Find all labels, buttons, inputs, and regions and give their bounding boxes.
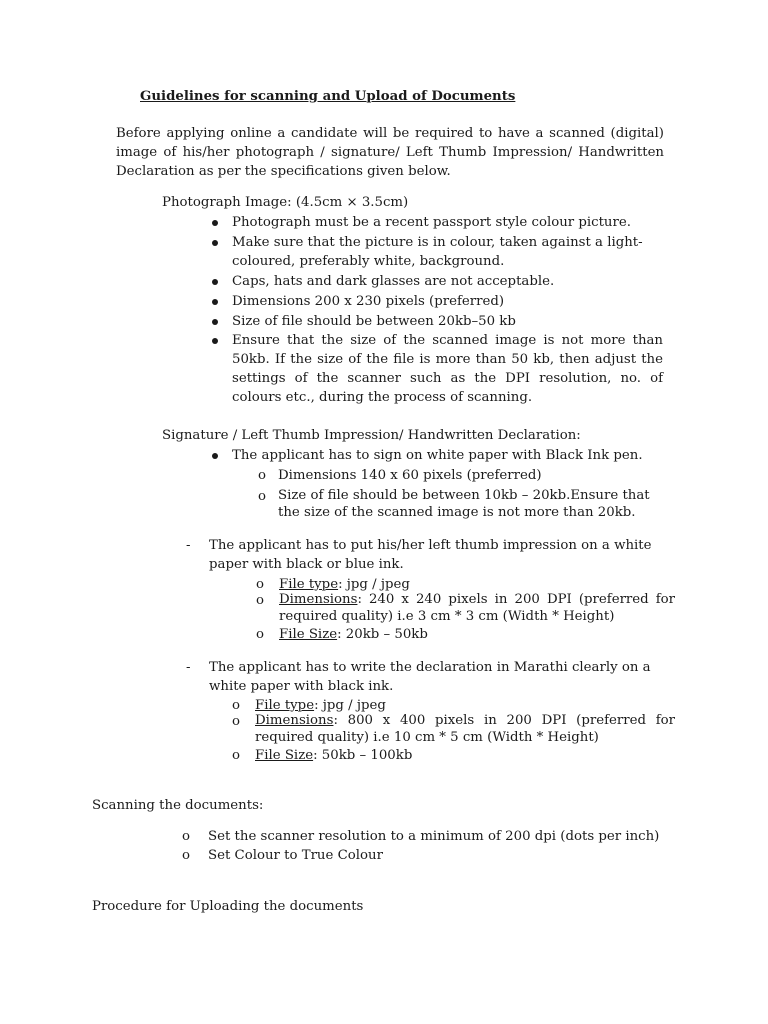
declaration-text: The applicant has to write the declaration in Marathi clearly on a white paper with black ink. <box>209 660 651 694</box>
page-title: Guidelines for scanning and Upload of Documents <box>140 89 516 104</box>
circle-bullet-icon: o <box>256 627 265 642</box>
photo-bullet-3: Caps, hats and dark glasses are not acceptable. <box>232 274 555 289</box>
circle-bullet-icon: o <box>182 829 191 844</box>
bullet-icon <box>212 312 218 331</box>
circle-bullet-icon: o <box>256 577 265 592</box>
declaration-file-size: File Size: 50kb – 100kb <box>255 748 413 763</box>
photo-bullet-6: Ensure that the size of the scanned image is not more than 50kb. If the size of the file is more than 50 kb, then adjust the settings of the scanner such as the DPI resolution, no. of colours etc., during the process of scanning. <box>232 333 663 405</box>
signature-bullet: The applicant has to sign on white paper with Black Ink pen. <box>232 448 643 463</box>
bullet-icon <box>212 272 218 291</box>
bullet-icon <box>212 446 218 465</box>
circle-bullet-icon: o <box>232 748 241 763</box>
thumb-dimensions: Dimensions: 240 x 240 pixels in 200 DPI (preferred for required quality) i.e 3 cm * 3 cm (Width * Height) <box>279 592 675 624</box>
scanning-heading: Scanning the documents: <box>92 798 264 813</box>
circle-bullet-icon: o <box>182 848 191 863</box>
bullet-icon <box>212 292 218 311</box>
signature-sub-1: Dimensions 140 x 60 pixels (preferred) <box>278 468 542 483</box>
bullet-icon <box>212 331 218 350</box>
dash-marker: - <box>186 660 191 675</box>
declaration-file-type: File type: jpg / jpeg <box>255 698 386 713</box>
declaration-dimensions: Dimensions: 800 x 400 pixels in 200 DPI (preferred for required quality) i.e 10 cm * 5 cm (Width * Height) <box>255 713 675 745</box>
bullet-icon <box>212 233 218 252</box>
signature-heading: Signature / Left Thumb Impression/ Handwritten Declaration: <box>162 428 581 443</box>
photo-bullet-4: Dimensions 200 x 230 pixels (preferred) <box>232 294 505 309</box>
thumb-file-size: File Size: 20kb – 50kb <box>279 627 428 642</box>
dash-marker: - <box>186 538 191 553</box>
procedure-heading: Procedure for Uploading the documents <box>92 899 364 914</box>
photo-bullet-5: Size of file should be between 20kb–50 kb <box>232 314 516 329</box>
intro-paragraph: Before applying online a candidate will be required to have a scanned (digital) image of his/her photograph / signature/ Left Thumb Impression/ Handwritten Declaration as per the specifications given below. <box>116 126 664 179</box>
thumb-file-type: File type: jpg / jpeg <box>279 577 410 592</box>
photo-heading: Photograph Image: (4.5cm × 3.5cm) <box>162 195 409 210</box>
circle-bullet-icon: o <box>256 593 265 608</box>
circle-bullet-icon: o <box>258 489 267 504</box>
scanning-item-2: Set Colour to True Colour <box>208 848 383 863</box>
bullet-icon <box>212 213 218 232</box>
photo-bullet-1: Photograph must be a recent passport style colour picture. <box>232 215 631 230</box>
scanning-item-1: Set the scanner resolution to a minimum of 200 dpi (dots per inch) <box>208 829 660 844</box>
circle-bullet-icon: o <box>232 714 241 729</box>
photo-bullet-2: Make sure that the picture is in colour, taken against a light-coloured, preferably white, background. <box>232 235 643 269</box>
circle-bullet-icon: o <box>258 468 267 483</box>
thumb-text: The applicant has to put his/her left thumb impression on a white paper with black or blue ink. <box>209 538 652 572</box>
signature-sub-2: Size of file should be between 10kb – 20kb.Ensure that the size of the scanned image is not more than 20kb. <box>278 488 650 520</box>
circle-bullet-icon: o <box>232 698 241 713</box>
